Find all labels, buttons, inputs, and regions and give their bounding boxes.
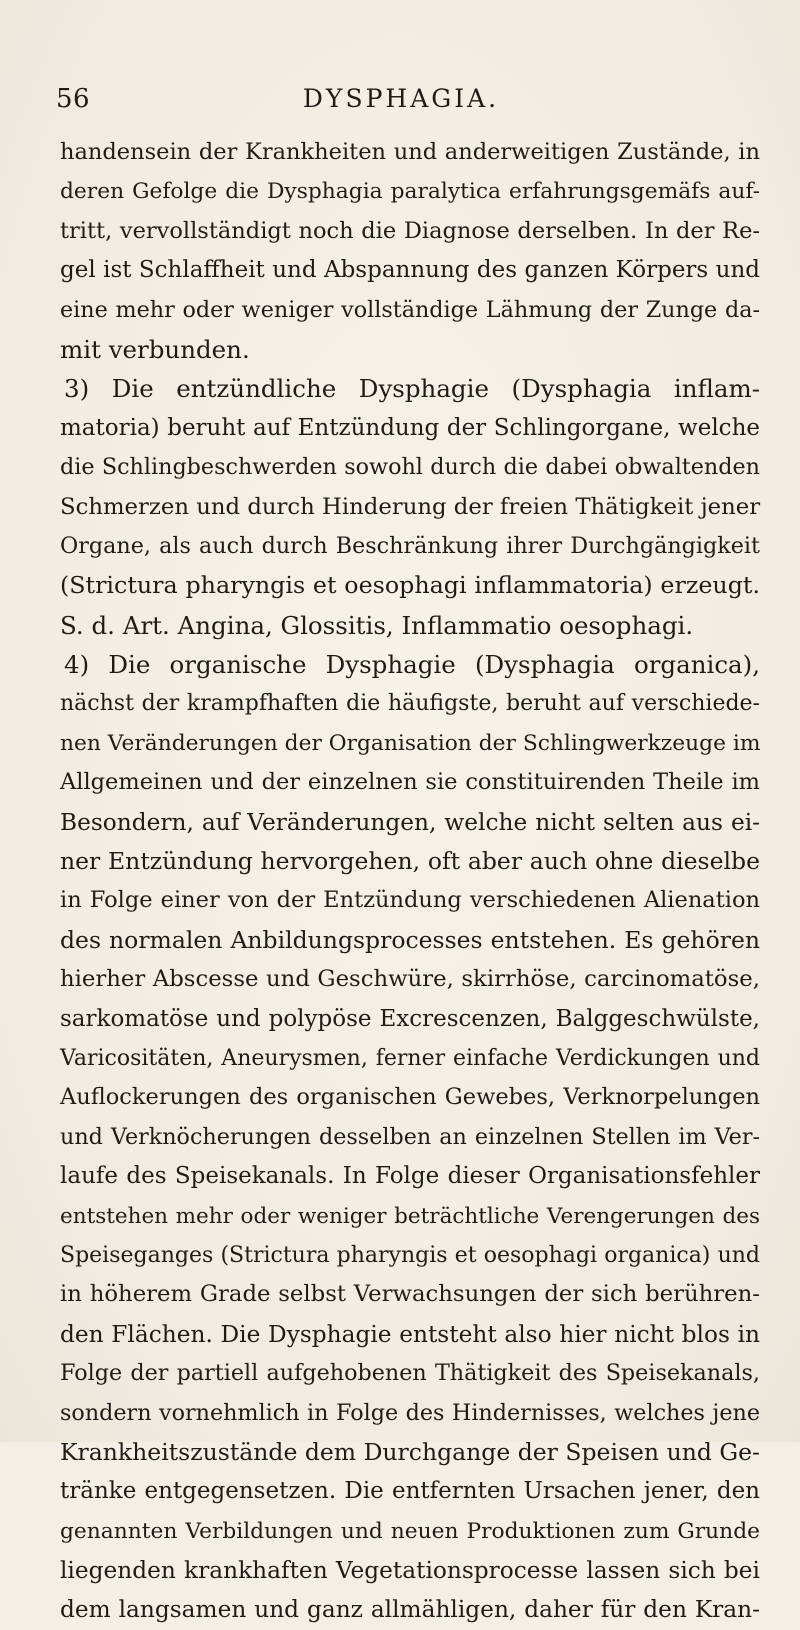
text-line: in höherem Grade selbst Verwachsungen der sich berühren- bbox=[60, 1281, 760, 1308]
text-line: entstehen mehr oder weniger beträchtliche Verengerungen des bbox=[60, 1203, 760, 1229]
text-line: deren Gefolge die Dysphagia paralytica erfahrungsgemäfs auf- bbox=[60, 179, 760, 205]
text-line: S. d. Art. Angina, Glossitis, Inflammatio oesophagi. bbox=[60, 610, 694, 640]
text-line: dem langsamen und ganz allmähligen, daher für den Kran- bbox=[60, 1596, 760, 1624]
text-line: und Verknöcherungen desselben an einzelnen Stellen im Ver- bbox=[60, 1123, 760, 1150]
text-line: nen Veränderungen der Organisation der Schlingwerkzeuge im bbox=[60, 730, 761, 756]
text-line: liegenden krankhaften Vegetationsprocesse lassen sich bei bbox=[60, 1557, 760, 1585]
text-line: des normalen Anbildungsprocesses entstehen. Es gehören bbox=[60, 925, 760, 954]
text-line: tränke entgegensetzen. Die entfernten Ursachen jener, den bbox=[60, 1478, 760, 1505]
text-line: laufe des Speisekanals. In Folge dieser Organisationsfehler bbox=[60, 1163, 760, 1190]
text-line: die Schlingbeschwerden sowohl durch die dabei obwaltenden bbox=[60, 454, 760, 481]
text-line: Krankheitszustände dem Durchgange der Speisen und Ge- bbox=[60, 1437, 760, 1466]
text-line: (Strictura pharyngis et oesophagi inflammatoria) erzeugt. bbox=[60, 571, 760, 600]
text-line: Organe, als auch durch Beschränkung ihrer Durchgängigkeit bbox=[60, 532, 760, 559]
text-line: sondern vornehmlich in Folge des Hindernisses, welches jene bbox=[60, 1399, 760, 1426]
text-line: handensein der Krankheiten und anderweitigen Zustände, in bbox=[60, 139, 760, 165]
text-line: 4) Die organische Dysphagie (Dysphagia organica), bbox=[64, 650, 760, 680]
text-line: Allgemeinen und der einzelnen sie constituirenden Theile im bbox=[60, 769, 760, 796]
text-line: 3) Die entzündliche Dysphagie (Dysphagia inflam- bbox=[64, 374, 760, 404]
text-line: Schmerzen und durch Hinderung der freien Thätigkeit jener bbox=[60, 493, 761, 520]
page-number: 56 bbox=[56, 84, 91, 114]
text-line: Auflockerungen des organischen Gewebes, Verknorpelungen bbox=[60, 1084, 760, 1111]
text-line: mit verbunden. bbox=[60, 334, 250, 364]
text-line: sarkomatöse und polypöse Excrescenzen, Balggeschwülste, bbox=[60, 1005, 760, 1032]
text-line: ner Entzündung hervorgehen, oft aber auch ohne dieselbe bbox=[60, 847, 760, 876]
text-line: genannten Verbildungen und neuen Produktionen zum Grunde bbox=[60, 1518, 760, 1544]
body-text bbox=[60, 133, 760, 1630]
text-line: in Folge einer von der Entzündung verschiedenen Alienation bbox=[60, 887, 760, 914]
text-line: eine mehr oder weniger vollständige Lähmung der Zunge da- bbox=[60, 296, 760, 323]
text-line: matoria) beruht auf Entzündung der Schlingorgane, welche bbox=[60, 414, 760, 441]
text-line: gel ist Schlaffheit und Abspannung des ganzen Körpers und bbox=[60, 257, 760, 284]
text-line: Folge der partiell aufgehobenen Thätigkeit des Speisekanals, bbox=[60, 1360, 760, 1387]
page-header bbox=[56, 84, 746, 120]
text-line: hierher Abscesse und Geschwüre, skirrhöse, carcinomatöse, bbox=[60, 966, 760, 993]
text-line: den Flächen. Die Dysphagie entsteht also hier nicht blos in bbox=[60, 1320, 760, 1348]
running-head: DYSPHAGIA. bbox=[302, 84, 500, 113]
text-line: Besondern, auf Veränderungen, welche nicht selten aus ei- bbox=[60, 808, 760, 836]
text-line: Speiseganges (Strictura pharyngis et oesophagi organica) und bbox=[60, 1242, 760, 1268]
text-line: nächst der krampfhaften die häufigste, beruht auf verschiede- bbox=[60, 691, 760, 717]
text-line: Varicositäten, Aneurysmen, ferner einfache Verdickungen und bbox=[60, 1045, 760, 1071]
text-line: tritt, vervollständigt noch die Diagnose derselben. In der Re- bbox=[60, 217, 760, 244]
